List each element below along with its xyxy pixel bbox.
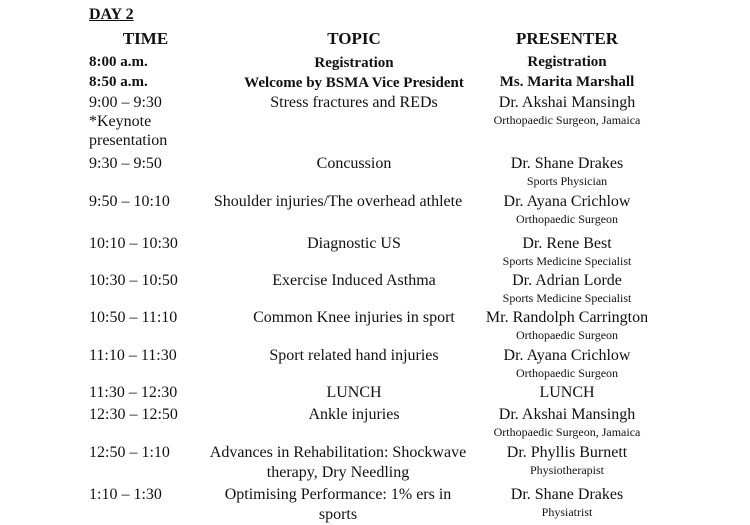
presenter-name: Mr. Randolph Carrington — [485, 309, 649, 326]
time-cell: 1:10 – 1:30 — [89, 486, 162, 503]
presenter-name: Dr. Adrian Lorde — [512, 272, 622, 289]
presenter-cell: Registration — [527, 54, 607, 70]
topic-cell: Welcome by BSMA Vice President — [244, 75, 464, 91]
topic-cell: Shoulder injuries/The overhead athlete — [213, 193, 463, 210]
topic-cell: Advances in Rehabilitation: Shockwave therapy, Dry Needling — [209, 444, 467, 481]
presenter-role: Sports Medicine Specialist — [502, 291, 632, 305]
topic-cell: Sport related hand injuries — [269, 347, 439, 364]
presenter-cell — [472, 308, 662, 344]
presenter-cell — [472, 485, 662, 521]
presenter-cell — [472, 443, 662, 479]
presenter-name: Dr. Phyllis Burnett — [506, 444, 628, 461]
presenter-cell — [472, 346, 662, 382]
time-cell: 12:30 – 12:50 — [89, 406, 178, 423]
presenter-name: Dr. Akshai Mansingh — [498, 406, 636, 423]
time-cell: 10:10 – 10:30 — [89, 235, 178, 252]
presenter-role: Physiotherapist — [530, 463, 604, 477]
time-cell: 9:00 – 9:30 *Keynote presentation — [89, 94, 168, 149]
presenter-name: Dr. Ayana Crichlow — [503, 347, 631, 364]
time-cell: 8:50 a.m. — [89, 74, 148, 90]
topic-cell: Optimising Performance: 1% ers in sports — [224, 486, 452, 523]
time-cell: 11:30 – 12:30 — [89, 384, 178, 401]
presenter-cell — [472, 271, 662, 307]
presenter-role: Orthopaedic Surgeon — [515, 366, 619, 380]
presenter-name: Dr. Rene Best — [522, 235, 612, 252]
presenter-role: Sports Physician — [526, 174, 608, 188]
presenter-name: Dr. Akshai Mansingh — [498, 94, 636, 111]
topic-cell: Registration — [314, 55, 394, 71]
header-presenter: PRESENTER — [515, 29, 619, 48]
topic-cell: Ankle injuries — [308, 406, 400, 423]
time-cell: 11:10 – 11:30 — [89, 347, 177, 364]
presenter-cell — [472, 234, 662, 270]
presenter-name: Dr. Shane Drakes — [510, 486, 624, 503]
time-cell: 12:50 – 1:10 — [89, 444, 170, 461]
presenter-cell: LUNCH — [539, 384, 595, 401]
topic-cell: LUNCH — [326, 384, 382, 401]
presenter-cell — [472, 405, 662, 441]
presenter-role: Orthopaedic Surgeon, Jamaica — [493, 425, 641, 439]
presenter-cell — [472, 154, 662, 190]
topic-cell: Diagnostic US — [307, 235, 401, 252]
time-cell: 9:30 – 9:50 — [89, 155, 162, 172]
time-cell: 10:50 – 11:10 — [89, 309, 178, 326]
header-time: TIME — [122, 29, 169, 48]
topic-cell: Exercise Induced Asthma — [272, 272, 436, 289]
topic-cell: Concussion — [316, 155, 392, 172]
topic-cell: Stress fractures and REDs — [270, 94, 438, 111]
day-label: DAY 2 — [89, 6, 134, 23]
time-cell: 8:00 a.m. — [89, 54, 148, 70]
presenter-name: Dr. Shane Drakes — [510, 155, 624, 172]
presenter-cell — [472, 93, 662, 129]
time-cell: 9:50 – 10:10 — [89, 193, 170, 210]
header-topic: TOPIC — [327, 29, 381, 48]
presenter-name: Dr. Ayana Crichlow — [503, 193, 631, 210]
presenter-role: Sports Medicine Specialist — [502, 254, 632, 268]
presenter-role: Orthopaedic Surgeon — [515, 212, 619, 226]
presenter-role: Physiatrist — [541, 505, 593, 519]
presenter-cell — [472, 192, 662, 228]
presenter-role: Orthopaedic Surgeon — [515, 328, 619, 342]
presenter-cell: Ms. Marita Marshall — [499, 74, 635, 90]
topic-cell: Common Knee injuries in sport — [253, 309, 455, 326]
presenter-role: Orthopaedic Surgeon, Jamaica — [493, 113, 641, 127]
time-cell: 10:30 – 10:50 — [89, 272, 178, 289]
